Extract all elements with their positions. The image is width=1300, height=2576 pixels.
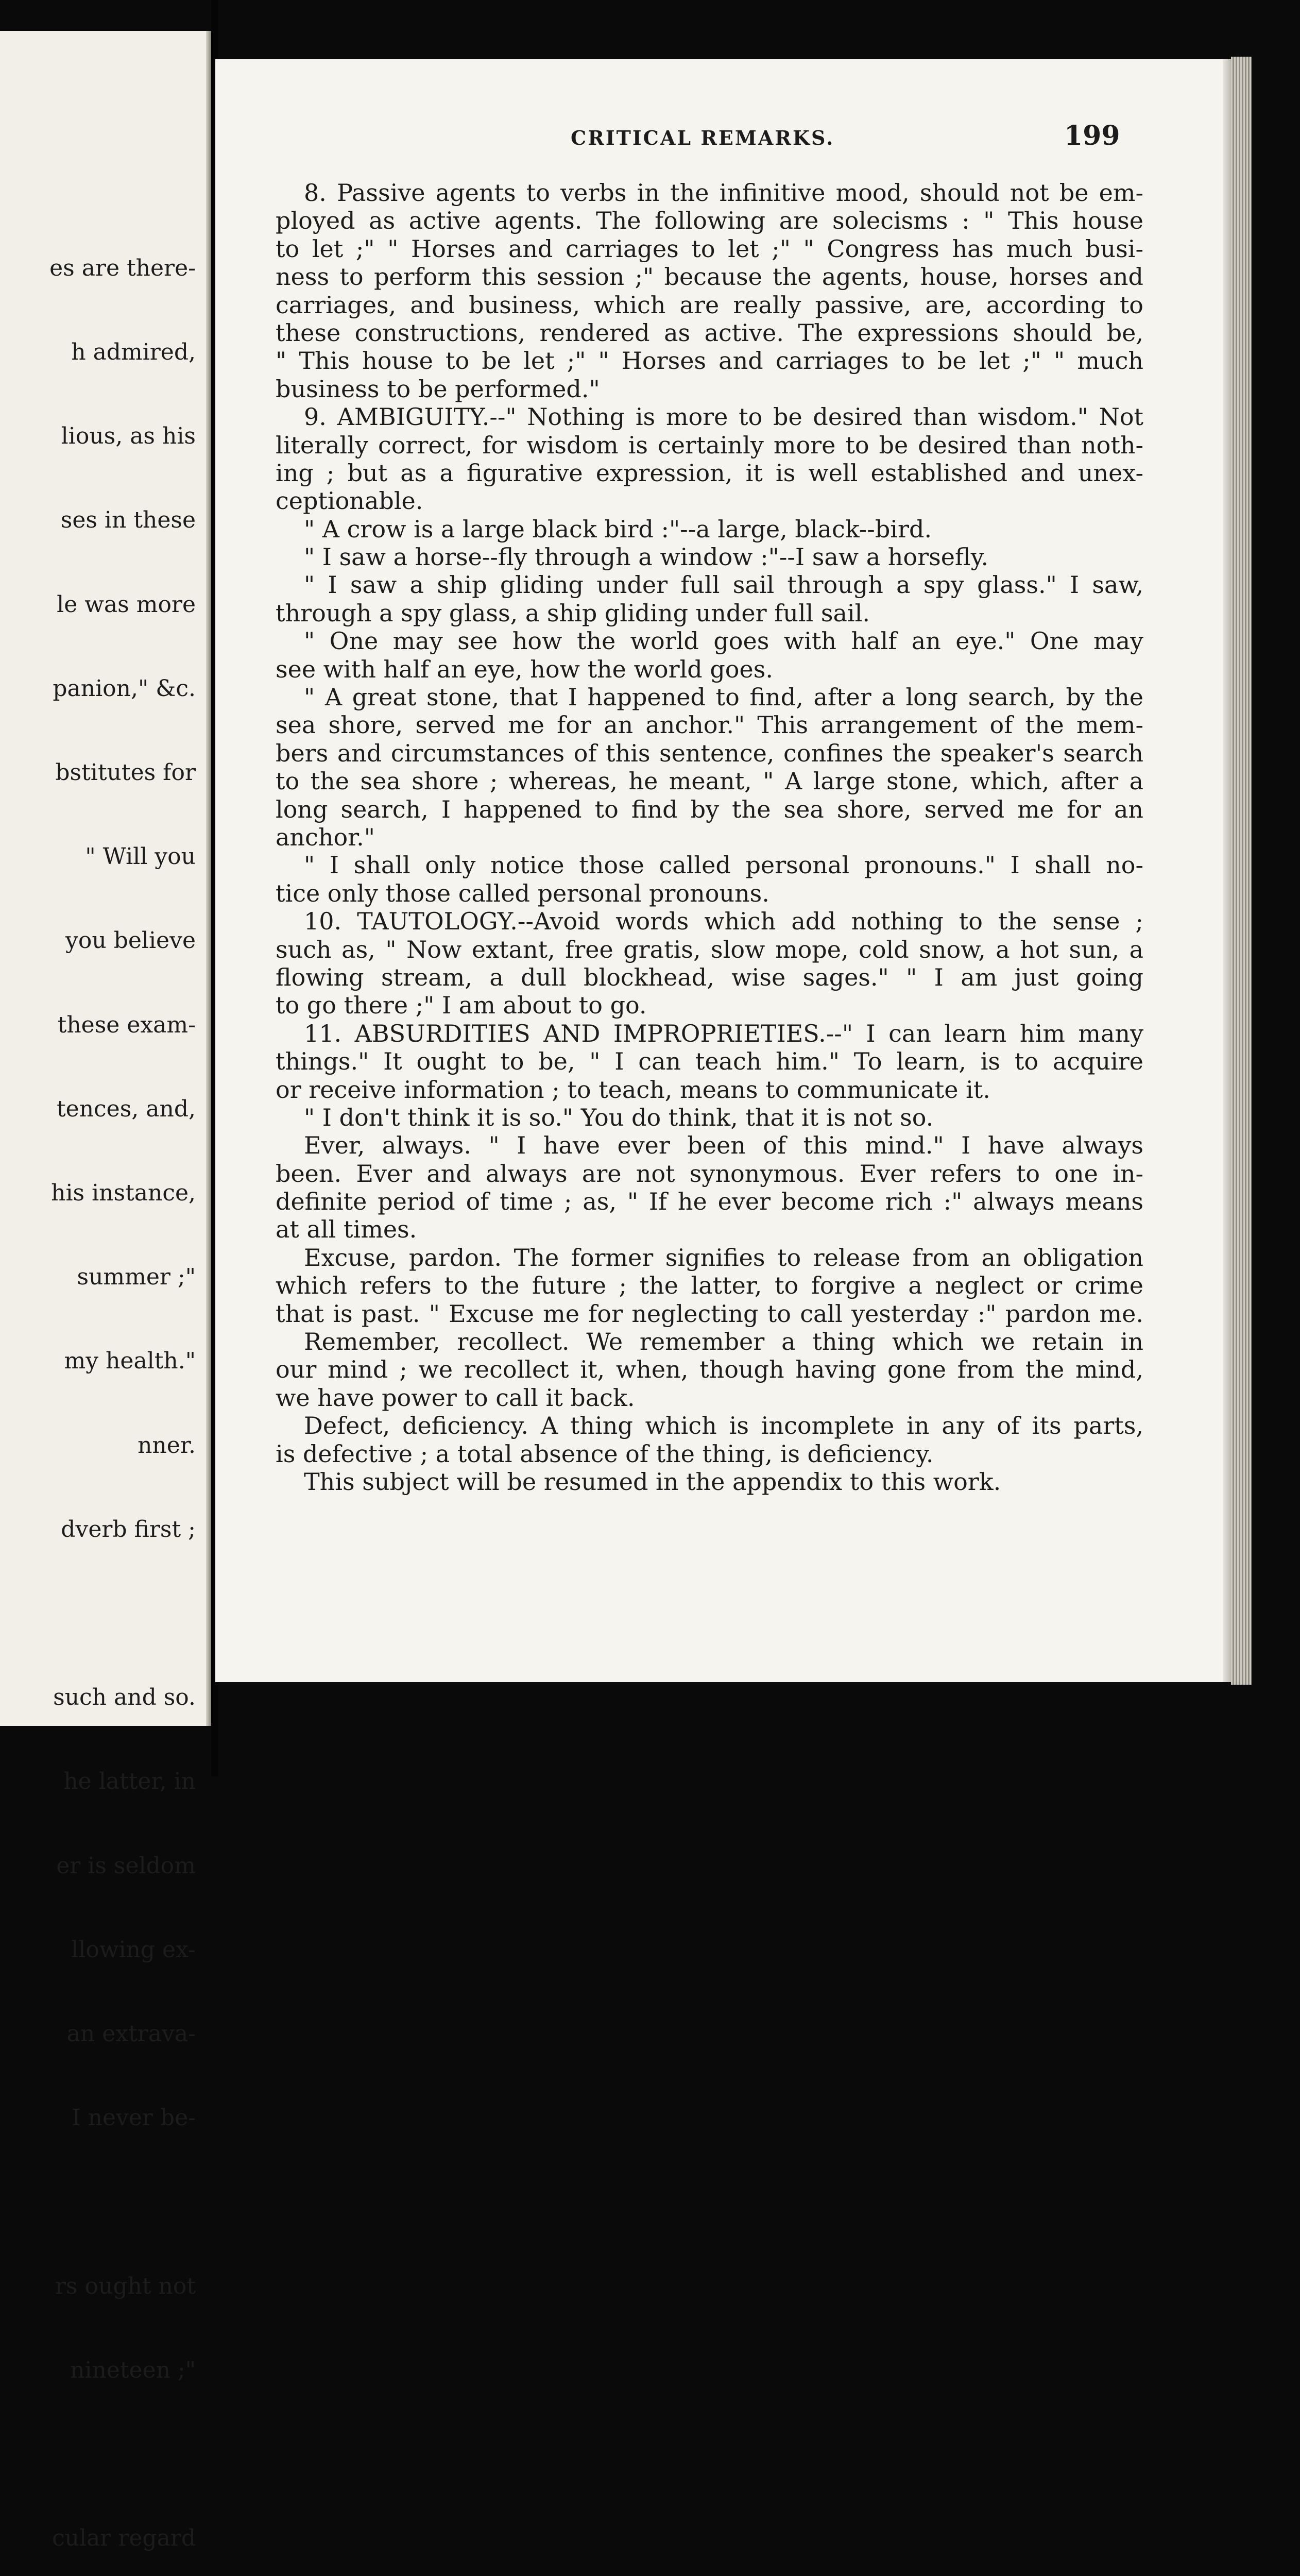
text-line: bers and circumstances of this sentence, confines the speaker's search bbox=[276, 739, 1143, 767]
left-line: cular regard bbox=[52, 2525, 196, 2552]
text-line: to the sea shore ; whereas, he meant, " A large stone, which, after a bbox=[276, 767, 1143, 795]
left-line: I never be- bbox=[72, 2105, 196, 2131]
left-line: his instance, bbox=[51, 1180, 196, 1207]
left-line: an extrava- bbox=[66, 2021, 196, 2047]
left-line: es are there- bbox=[49, 255, 196, 281]
left-line: nner. bbox=[138, 1432, 196, 1459]
text-line: these constructions, rendered as active. The expressions should be, bbox=[276, 318, 1143, 347]
text-line: " A crow is a large black bird :"--a large, black--bird. bbox=[304, 515, 932, 543]
text-line: is defective ; a total absence of the thing, is deficiency. bbox=[276, 1439, 934, 1468]
left-facing-page bbox=[0, 31, 211, 2552]
left-line: my health." bbox=[64, 1348, 196, 1375]
left-line: tences, and, bbox=[56, 1095, 196, 1122]
text-line: which refers to the future ; the latter, to forgive a neglect or crime bbox=[276, 1272, 1143, 1300]
stacked-page-edges bbox=[1231, 57, 1252, 1685]
text-line: that is past. " Excuse me for neglecting to call yesterday :" pardon me. bbox=[276, 1299, 1143, 1328]
left-page-gutter bbox=[206, 31, 211, 1726]
left-line: ses in these bbox=[60, 507, 196, 534]
text-line: Excuse, pardon. The former signifies to release from an obligation bbox=[304, 1243, 1143, 1272]
page-header bbox=[215, 120, 1231, 157]
text-line: " One may see how the world goes with half an eye." One may bbox=[304, 627, 1143, 655]
left-line: le was more bbox=[57, 591, 196, 618]
text-line: 9. AMBIGUITY.--" Nothing is more to be desired than wisdom." Not bbox=[304, 403, 1143, 431]
text-line: we have power to call it back. bbox=[276, 1383, 635, 1412]
text-line: literally correct, for wisdom is certainly more to be desired than noth- bbox=[276, 431, 1143, 459]
text-line: things." It ought to be, " I can teach him." To learn, is to acquire bbox=[276, 1047, 1143, 1076]
left-page-text bbox=[48, 198, 196, 2576]
text-line: ness to perform this session ;" because the agents, house, horses and bbox=[276, 263, 1143, 291]
text-line: sea shore, served me for an anchor." This arrangement of the mem- bbox=[276, 711, 1143, 739]
text-line: ployed as active agents. The following are solecisms : " This house bbox=[276, 207, 1143, 235]
text-line: " I saw a horse--fly through a window :"--I saw a horsefly. bbox=[304, 543, 989, 571]
text-line: such as, " Now extant, free gratis, slow mope, cold snow, a hot sun, a bbox=[276, 935, 1143, 963]
running-head: CRITICAL REMARKS. bbox=[571, 126, 835, 149]
text-line: or receive information ; to teach, means to communicate it. bbox=[276, 1075, 990, 1104]
body-text bbox=[276, 179, 1143, 1496]
text-line: Defect, deficiency. A thing which is incomplete in any of its parts, bbox=[304, 1412, 1143, 1440]
text-line: our mind ; we recollect it, when, though having gone from the mind, bbox=[276, 1355, 1143, 1384]
left-line: h admired, bbox=[71, 339, 196, 366]
text-line: to let ;" " Horses and carriages to let ;" " Congress has much busi- bbox=[276, 234, 1143, 263]
left-line: lious, as his bbox=[61, 423, 196, 450]
text-line: " I shall only notice those called personal pronouns." I shall no- bbox=[304, 851, 1143, 879]
left-line: " Will you bbox=[85, 843, 196, 870]
page-number: 199 bbox=[1064, 120, 1120, 151]
text-line: Ever, always. " I have ever been of this mind." I have always bbox=[304, 1131, 1143, 1160]
left-line: summer ;" bbox=[77, 1264, 196, 1291]
left-line: panion," &c. bbox=[53, 675, 196, 702]
page-edge bbox=[1223, 59, 1231, 1682]
left-line bbox=[48, 2441, 196, 2468]
text-line: long search, I happened to find by the sea shore, served me for an bbox=[276, 795, 1143, 823]
left-line: llowing ex- bbox=[71, 1936, 196, 1963]
text-line: Remember, recollect. We remember a thing which we retain in bbox=[304, 1328, 1143, 1356]
left-line: bstitutes for bbox=[55, 759, 196, 786]
text-line: " I saw a ship gliding under full sail through a spy glass." I saw, bbox=[304, 571, 1143, 599]
text-line: see with half an eye, how the world goes. bbox=[276, 655, 773, 683]
text-line: This subject will be resumed in the appendix to this work. bbox=[304, 1467, 1001, 1496]
text-line: definite period of time ; as, " If he ever become rich :" always means bbox=[276, 1188, 1143, 1216]
text-line: ceptionable. bbox=[276, 487, 423, 515]
left-line bbox=[48, 2188, 196, 2216]
text-line: business to be performed." bbox=[276, 375, 600, 403]
text-line: through a spy glass, a ship gliding under full sail. bbox=[276, 599, 870, 627]
left-line: rs ought not bbox=[55, 2273, 196, 2299]
main-page bbox=[215, 59, 1231, 1682]
text-line: flowing stream, a dull blockhead, wise sages." " I am just going bbox=[276, 963, 1143, 991]
left-line: he latter, in bbox=[63, 1768, 196, 1795]
text-line: 10. TAUTOLOGY.--Avoid words which add nothing to the sense ; bbox=[304, 907, 1143, 936]
text-line: " I don't think it is so." You do think, that it is not so. bbox=[304, 1103, 934, 1131]
left-line: dverb first ; bbox=[61, 1516, 196, 1543]
left-line: these exam- bbox=[57, 1011, 196, 1038]
left-line: you believe bbox=[65, 927, 196, 954]
text-line: been. Ever and always are not synonymous. Ever refers to one in- bbox=[276, 1159, 1143, 1188]
text-line: 11. ABSURDITIES AND IMPROPRIETIES.--" I can learn him many bbox=[304, 1019, 1143, 1047]
text-line: ing ; but as a figurative expression, it is well established and unex- bbox=[276, 459, 1143, 487]
text-line: to go there ;" I am about to go. bbox=[276, 991, 647, 1020]
text-line: at all times. bbox=[276, 1215, 417, 1244]
left-line bbox=[48, 1600, 196, 1628]
text-line: " This house to be let ;" " Horses and carriages to be let ;" " much bbox=[276, 347, 1143, 375]
left-line: nineteen ;" bbox=[70, 2357, 196, 2383]
left-line: er is seldom bbox=[56, 1852, 196, 1879]
text-line: tice only those called personal pronouns. bbox=[276, 879, 769, 907]
text-line: " A great stone, that I happened to find, after a long search, by the bbox=[304, 683, 1143, 711]
left-line: such and so. bbox=[53, 1684, 196, 1711]
text-line: carriages, and business, which are really passive, are, according to bbox=[276, 291, 1143, 319]
text-line: anchor." bbox=[276, 823, 375, 851]
text-line: 8. Passive agents to verbs in the infinitive mood, should not be em- bbox=[304, 179, 1143, 207]
